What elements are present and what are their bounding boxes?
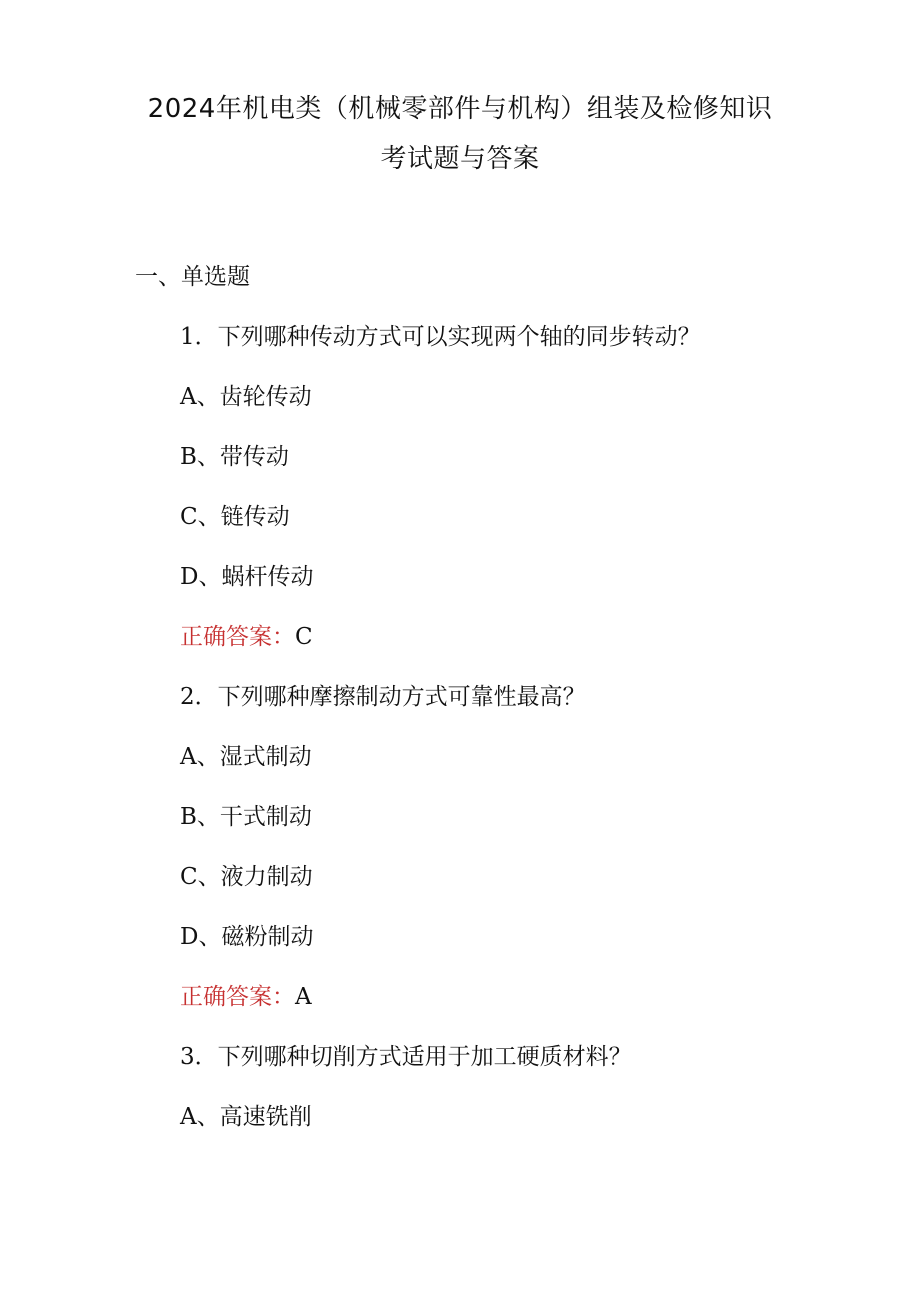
section-heading: 一、单选题 xyxy=(135,264,250,290)
question-2-option-b: B、干式制动 xyxy=(180,804,312,830)
question-1-option-a: A、齿轮传动 xyxy=(180,384,312,410)
answer-value: A xyxy=(295,984,312,1010)
question-1-option-c: C、链传动 xyxy=(180,504,290,530)
question-2-option-c: C、液力制动 xyxy=(180,864,313,890)
question-2-stem: 2．下列哪种摩擦制动方式可靠性最高？ xyxy=(180,684,586,710)
question-1-option-d: D、蜗杆传动 xyxy=(180,564,314,590)
question-list xyxy=(180,322,880,1162)
question-1-answer xyxy=(180,622,880,682)
question-1-stem: 1．下列哪种传动方式可以实现两个轴的同步转动？ xyxy=(180,324,701,350)
question-2-answer xyxy=(180,982,880,1042)
question-2-option-d: D、磁粉制动 xyxy=(180,924,314,950)
answer-label: 正确答案： xyxy=(180,984,295,1010)
question-1-option-b: B、带传动 xyxy=(180,444,289,470)
document-title-line-1: 2024年机电类（机械零部件与机构）组装及检修知识 xyxy=(147,94,773,124)
answer-label: 正确答案： xyxy=(180,624,295,650)
question-2-option-a: A、湿式制动 xyxy=(180,744,312,770)
document-title xyxy=(0,84,920,184)
question-3-stem: 3．下列哪种切削方式适用于加工硬质材料？ xyxy=(180,1044,632,1070)
answer-value: C xyxy=(295,624,313,650)
document-title-line-2: 考试题与答案 xyxy=(380,144,540,174)
question-3-option-a: A、高速铣削 xyxy=(180,1104,312,1130)
